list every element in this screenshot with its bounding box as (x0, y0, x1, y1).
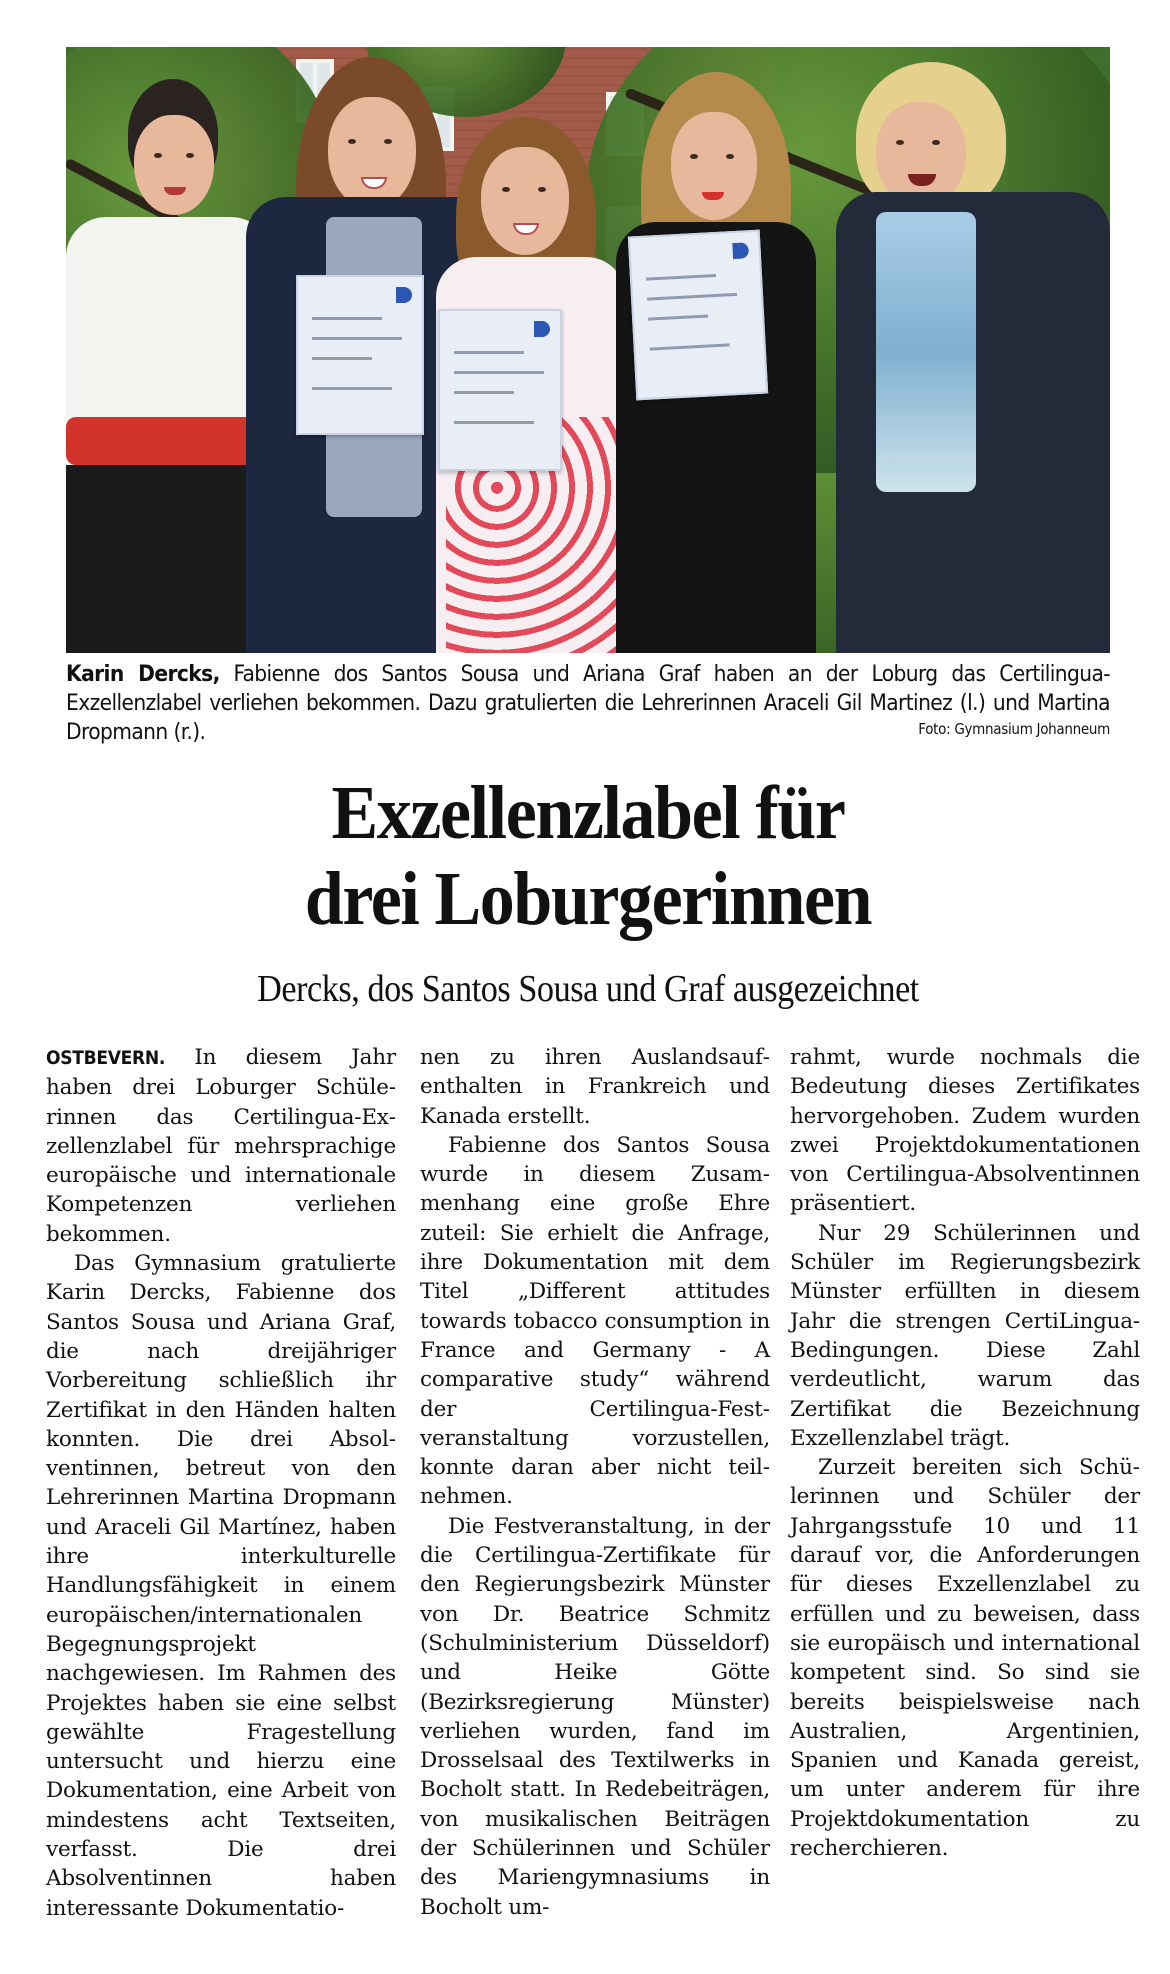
paragraph: Zurzeit bereiten sich Schülerinnen und Schüler der Jahrgangsstufe 10 und 11 darauf vor, die Anforderungen für dieses Exzellenzlabel zu erfüllen und zu beweisen, dass sie europäisch und international kompetent sind. So sind sie bereits beispielsweise nach Australien, Argentinien, Spanien und Kanada gereist, um unter anderem für ihre Projektdokumentation zu recherchieren. (790, 1455, 1140, 1862)
subheadline: Dercks, dos Santos Sousa und Graf ausgezeichnet (257, 968, 919, 1010)
paragraph: nen zu ihren Auslandsaufenthalten in Frankreich und Kanada erstellt. (420, 1045, 770, 1129)
certificate (438, 309, 562, 471)
dateline: OSTBEVERN. (46, 1047, 166, 1069)
certificate (628, 230, 768, 401)
certificate (296, 275, 424, 435)
paragraph: Die Festveranstaltung, in der die Certilingua-Zertifikate für den Regierungsbezirk Münster von Dr. Beatrice Schmitz (Schulministerium Düsseldorf) und Heike Götte (Bezirksregierung Münster) verliehen wurden, fand im Drosselsaal des Textilwerks in Bocholt statt. In Redebeiträgen, von musikalischen Beiträgen der Schülerinnen und Schüler des Mariengymnasiums in Bocholt um- (420, 1513, 770, 1920)
caption-lead: Karin Dercks, (66, 661, 220, 687)
photo-caption (66, 660, 1110, 747)
paragraph: Das Gymnasium gratulierte Karin Dercks, Fabienne dos Santos Sousa und Ariana Graf, die nach dreijähriger Vorbereitung schließlich ihr Zertifikat in den Händen halten konnten. Die drei Absolventinnen, betreut von den Lehrerinnen Martina Dropmann und Araceli Gil Martínez, haben ihre interkulturelle Handlungsfähigkeit in einem europäischen/internationalen Begegnungsprojekt nachgewiesen. Im Rahmen des Projektes haben sie eine selbst gewählte Fragestellung untersucht und hierzu eine Dokumentation, eine Arbeit von mindestens acht Textseiten, verfasst. Die drei Absolventinnen haben interessante Dokumentatio- (46, 1251, 396, 1921)
paragraph (46, 1043, 396, 1249)
paragraph: Nur 29 Schülerinnen und Schüler im Regierungsbezirk Münster erfüllten in diesem Jahr die strengen CertiLingua-Bedingungen. Diese Zahl verdeutlicht, warum das Zertifikat die Bezeichnung Exzellenzlabel trägt. (790, 1220, 1140, 1451)
headline (108, 770, 1068, 942)
article-column-2 (420, 1043, 770, 1922)
paragraph-text: In diesem Jahr haben drei Loburger Schülerinnen das Certilingua-Exzellenzlabel für mehrsprachige europäische und internationale Kompetenzen verliehen bekommen. (46, 1045, 396, 1247)
headline-line-1: Exzellenzlabel für (331, 771, 845, 855)
person-teacher-left (66, 67, 276, 653)
caption-text: Fabienne dos Santos Sousa und Ariana Graf haben an der Loburg das Certilingua-Exzellenzlabel verliehen bekommen. Dazu gratulierten die Lehrerinnen Araceli Gil Martinez (l.) und Martina Dropmann (r.). (66, 661, 1110, 745)
paragraph: rahmt, wurde nochmals die Bedeutung dieses Zertifikates hervorgehoben. Zudem wurden zwei Projektdokumentationen von Certilingua-Absolventinnen präsentiert. (790, 1045, 1140, 1217)
paragraph: Fabienne dos Santos Sousa wurde in diesem Zusammenhang eine große Ehre zuteil: Sie erhielt die Anfrage, ihre Dokumentation mit dem Titel „Different attitudes towards tobacco consumption in France and Germany - A comparative study“ während der Certilingua-Festveranstaltung vorzustellen, konnte daran aber nicht teilnehmen. (420, 1132, 770, 1510)
person-teacher-right (836, 62, 1110, 653)
article-column-3 (790, 1043, 1140, 1863)
article-column-1 (46, 1043, 396, 1923)
headline-line-2: drei Loburgerinnen (304, 857, 872, 941)
article-photo (66, 47, 1110, 653)
photo-credit: Foto: Gymnasium Johanneum (918, 720, 1110, 738)
